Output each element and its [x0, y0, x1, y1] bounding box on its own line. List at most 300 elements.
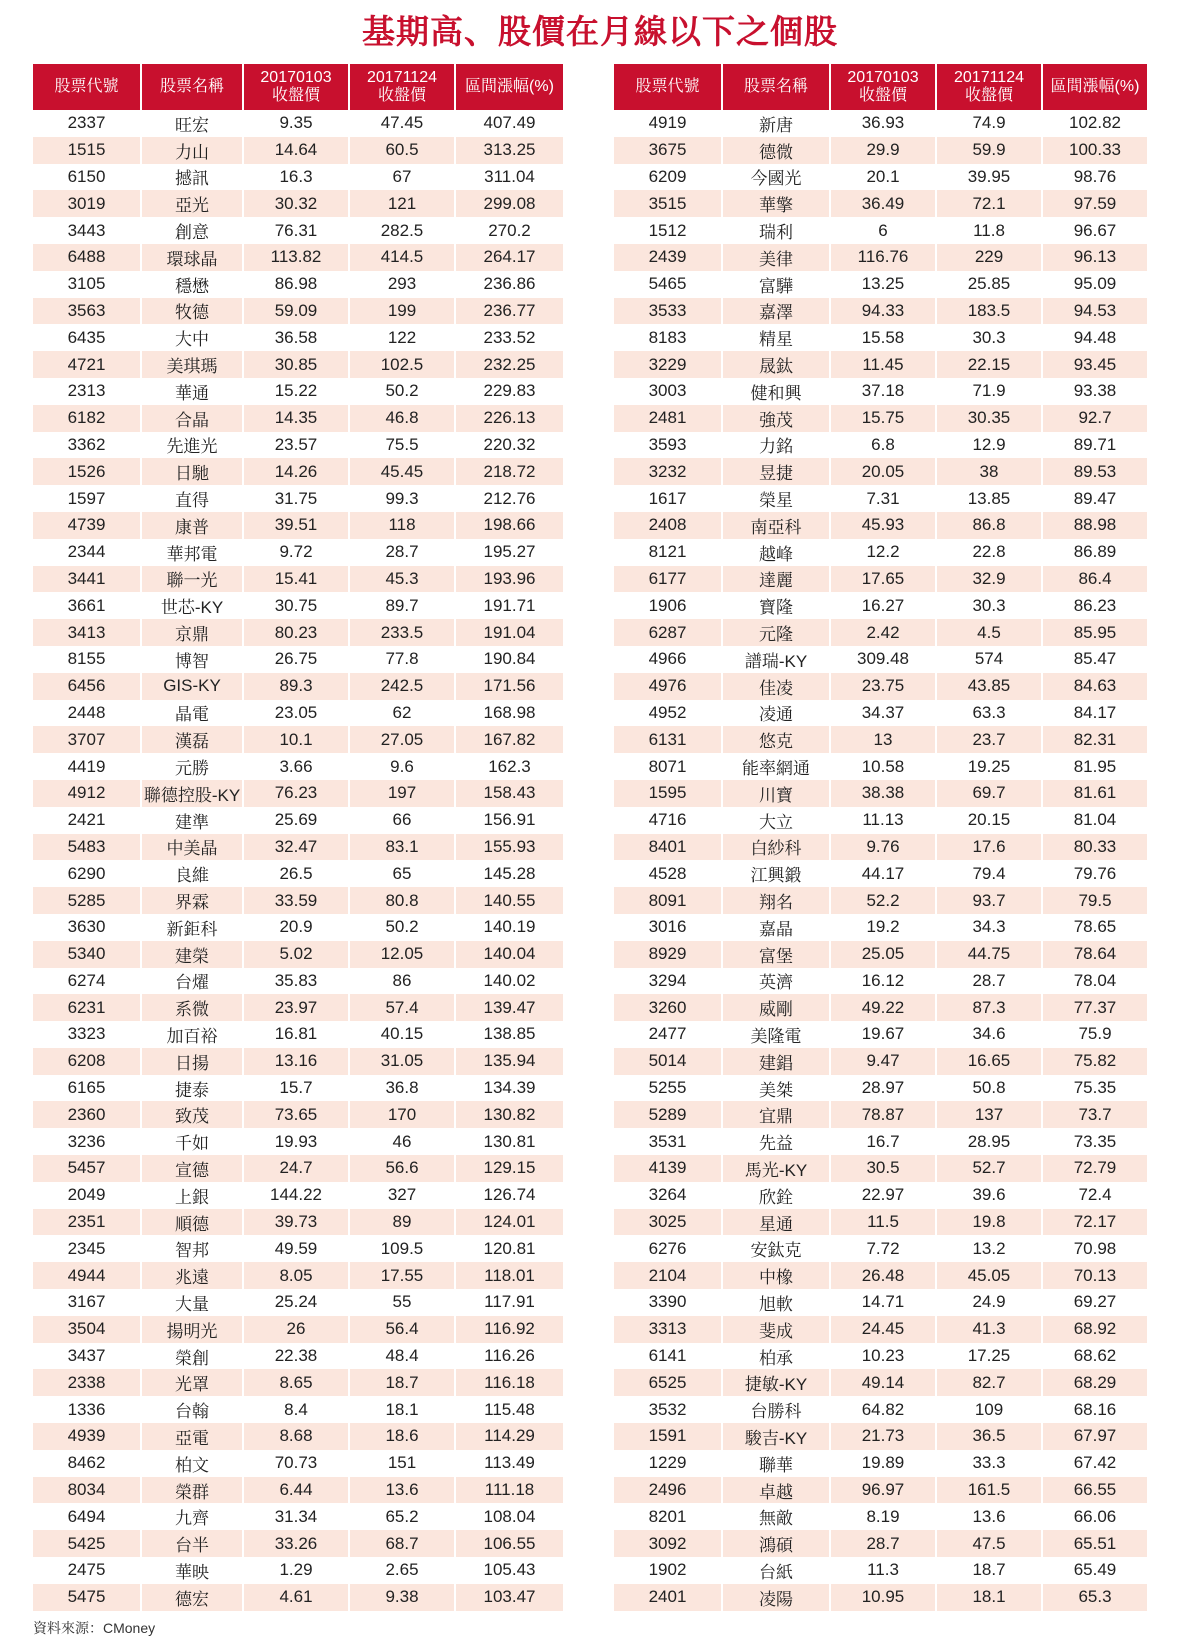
- stock-code-cell: 8071: [614, 753, 722, 780]
- table-row: [614, 619, 1147, 646]
- header-name: 股票名稱: [722, 64, 830, 110]
- price-20171124-cell: 9.6: [349, 753, 455, 780]
- stock-code-cell: 3260: [614, 994, 722, 1021]
- stock-name-cell: 無敵: [722, 1503, 830, 1530]
- price-20170103-cell: 36.49: [830, 190, 936, 217]
- table-row: [614, 137, 1147, 164]
- price-20171124-cell: 161.5: [936, 1477, 1042, 1504]
- stock-name-cell: 世芯-KY: [141, 592, 243, 619]
- change-pct-cell: 108.04: [455, 1503, 563, 1530]
- price-20171124-cell: 28.95: [936, 1128, 1042, 1155]
- price-20170103-cell: 14.35: [243, 405, 349, 432]
- header-code: 股票代號: [33, 64, 141, 110]
- change-pct-cell: 68.92: [1042, 1316, 1147, 1343]
- stock-name-cell: 大量: [141, 1289, 243, 1316]
- price-20171124-cell: 24.9: [936, 1289, 1042, 1316]
- stock-code-cell: 8401: [614, 834, 722, 861]
- table-row: [33, 1235, 563, 1262]
- price-20170103-cell: 9.35: [243, 110, 349, 137]
- change-pct-cell: 139.47: [455, 994, 563, 1021]
- stock-code-cell: 3025: [614, 1209, 722, 1236]
- price-20171124-cell: 77.8: [349, 646, 455, 673]
- price-20171124-cell: 68.7: [349, 1530, 455, 1557]
- stock-code-cell: 6150: [33, 164, 141, 191]
- stock-code-cell: 5289: [614, 1101, 722, 1128]
- stock-name-cell: 富驊: [722, 271, 830, 298]
- table-body-left: [33, 110, 563, 1611]
- stock-name-cell: 穩懋: [141, 271, 243, 298]
- price-20170103-cell: 16.12: [830, 968, 936, 995]
- table-row: [614, 1048, 1147, 1075]
- change-pct-cell: 190.84: [455, 646, 563, 673]
- price-20171124-cell: 183.5: [936, 298, 1042, 325]
- price-20170103-cell: 8.05: [243, 1262, 349, 1289]
- stock-code-cell: 3563: [33, 298, 141, 325]
- stock-name-cell: 能率網通: [722, 753, 830, 780]
- stock-code-cell: 5255: [614, 1075, 722, 1102]
- stock-code-cell: 2360: [33, 1101, 141, 1128]
- stock-code-cell: 4919: [614, 110, 722, 137]
- stock-name-cell: 新唐: [722, 110, 830, 137]
- stock-name-cell: 中橡: [722, 1262, 830, 1289]
- price-20170103-cell: 10.1: [243, 726, 349, 753]
- stock-code-cell: 4716: [614, 807, 722, 834]
- table-row: [614, 566, 1147, 593]
- table-row: [33, 1101, 563, 1128]
- change-pct-cell: 118.01: [455, 1262, 563, 1289]
- change-pct-cell: 299.08: [455, 190, 563, 217]
- stock-code-cell: 1512: [614, 217, 722, 244]
- price-20170103-cell: 1.29: [243, 1557, 349, 1584]
- stock-code-cell: 6141: [614, 1343, 722, 1370]
- change-pct-cell: 116.26: [455, 1343, 563, 1370]
- table-row: [614, 673, 1147, 700]
- price-20171124-cell: 33.3: [936, 1450, 1042, 1477]
- stock-name-cell: 聯德控股-KY: [141, 780, 243, 807]
- price-20170103-cell: 36.93: [830, 110, 936, 137]
- change-pct-cell: 75.9: [1042, 1021, 1147, 1048]
- stock-name-cell: 美律: [722, 244, 830, 271]
- price-20170103-cell: 59.09: [243, 298, 349, 325]
- stock-code-cell: 2401: [614, 1584, 722, 1611]
- price-20170103-cell: 13.25: [830, 271, 936, 298]
- stock-code-cell: 1526: [33, 458, 141, 485]
- stock-name-cell: 牧德: [141, 298, 243, 325]
- stock-code-cell: 6287: [614, 619, 722, 646]
- price-20170103-cell: 11.3: [830, 1557, 936, 1584]
- change-pct-cell: 156.91: [455, 807, 563, 834]
- change-pct-cell: 116.18: [455, 1369, 563, 1396]
- stock-name-cell: 華擎: [722, 190, 830, 217]
- table-row: [33, 432, 563, 459]
- change-pct-cell: 171.56: [455, 673, 563, 700]
- change-pct-cell: 220.32: [455, 432, 563, 459]
- stock-name-cell: 南亞科: [722, 512, 830, 539]
- stock-code-cell: 6488: [33, 244, 141, 271]
- stock-name-cell: 大中: [141, 324, 243, 351]
- stock-code-cell: 2337: [33, 110, 141, 137]
- price-20171124-cell: 13.6: [936, 1503, 1042, 1530]
- change-pct-cell: 66.55: [1042, 1477, 1147, 1504]
- change-pct-cell: 212.76: [455, 485, 563, 512]
- table-row: [33, 914, 563, 941]
- stock-name-cell: 華通: [141, 378, 243, 405]
- price-20171124-cell: 48.4: [349, 1343, 455, 1370]
- table-row: [33, 298, 563, 325]
- table-row: [33, 619, 563, 646]
- stock-name-cell: 九齊: [141, 1503, 243, 1530]
- change-pct-cell: 86.4: [1042, 566, 1147, 593]
- price-20171124-cell: 45.3: [349, 566, 455, 593]
- price-20170103-cell: 5.02: [243, 941, 349, 968]
- price-20171124-cell: 574: [936, 646, 1042, 673]
- stock-code-cell: 5483: [33, 834, 141, 861]
- change-pct-cell: 168.98: [455, 700, 563, 727]
- price-20170103-cell: 36.58: [243, 324, 349, 351]
- change-pct-cell: 81.04: [1042, 807, 1147, 834]
- price-20170103-cell: 2.42: [830, 619, 936, 646]
- price-20170103-cell: 32.47: [243, 834, 349, 861]
- price-20171124-cell: 293: [349, 271, 455, 298]
- stock-name-cell: 日揚: [141, 1048, 243, 1075]
- table-row: [33, 324, 563, 351]
- price-20170103-cell: 37.18: [830, 378, 936, 405]
- price-20170103-cell: 10.58: [830, 753, 936, 780]
- table-row: [614, 1262, 1147, 1289]
- table-row: [33, 1021, 563, 1048]
- stock-name-cell: 嘉晶: [722, 914, 830, 941]
- change-pct-cell: 140.02: [455, 968, 563, 995]
- change-pct-cell: 191.04: [455, 619, 563, 646]
- price-20171124-cell: 57.4: [349, 994, 455, 1021]
- price-20170103-cell: 39.51: [243, 512, 349, 539]
- price-20171124-cell: 66: [349, 807, 455, 834]
- table-row: [33, 700, 563, 727]
- price-20171124-cell: 34.3: [936, 914, 1042, 941]
- change-pct-cell: 84.17: [1042, 700, 1147, 727]
- change-pct-cell: 79.76: [1042, 860, 1147, 887]
- change-pct-cell: 89.47: [1042, 485, 1147, 512]
- price-20170103-cell: 24.7: [243, 1155, 349, 1182]
- change-pct-cell: 85.95: [1042, 619, 1147, 646]
- price-20171124-cell: 16.65: [936, 1048, 1042, 1075]
- stock-code-cell: 4739: [33, 512, 141, 539]
- stock-code-cell: 3531: [614, 1128, 722, 1155]
- change-pct-cell: 77.37: [1042, 994, 1147, 1021]
- price-20170103-cell: 30.5: [830, 1155, 936, 1182]
- stock-name-cell: 良維: [141, 860, 243, 887]
- stock-code-cell: 6209: [614, 164, 722, 191]
- stock-name-cell: 斐成: [722, 1316, 830, 1343]
- price-20170103-cell: 3.66: [243, 753, 349, 780]
- price-20171124-cell: 38: [936, 458, 1042, 485]
- stock-name-cell: 建錩: [722, 1048, 830, 1075]
- stock-name-cell: 凌陽: [722, 1584, 830, 1611]
- price-20170103-cell: 38.38: [830, 780, 936, 807]
- stock-name-cell: 白紗科: [722, 834, 830, 861]
- stock-table-right: [614, 64, 1147, 1611]
- change-pct-cell: 79.5: [1042, 887, 1147, 914]
- change-pct-cell: 138.85: [455, 1021, 563, 1048]
- header-price-20170103: 20170103 收盤價: [830, 64, 936, 110]
- stock-name-cell: 聯華: [722, 1450, 830, 1477]
- change-pct-cell: 236.86: [455, 271, 563, 298]
- stock-code-cell: 5465: [614, 271, 722, 298]
- price-20170103-cell: 96.97: [830, 1477, 936, 1504]
- stock-code-cell: 8183: [614, 324, 722, 351]
- stock-name-cell: 美隆電: [722, 1021, 830, 1048]
- change-pct-cell: 140.04: [455, 941, 563, 968]
- price-20171124-cell: 118: [349, 512, 455, 539]
- price-20170103-cell: 86.98: [243, 271, 349, 298]
- price-20170103-cell: 20.05: [830, 458, 936, 485]
- change-pct-cell: 236.77: [455, 298, 563, 325]
- price-20171124-cell: 89: [349, 1209, 455, 1236]
- table-row: [33, 539, 563, 566]
- stock-name-cell: 台勝科: [722, 1396, 830, 1423]
- stock-name-cell: GIS-KY: [141, 673, 243, 700]
- table-row: [33, 1423, 563, 1450]
- stock-name-cell: 寶隆: [722, 592, 830, 619]
- stock-code-cell: 6177: [614, 566, 722, 593]
- stock-name-cell: 譜瑞-KY: [722, 646, 830, 673]
- stock-code-cell: 3533: [614, 298, 722, 325]
- stock-name-cell: 智邦: [141, 1235, 243, 1262]
- table-row: [33, 1182, 563, 1209]
- change-pct-cell: 116.92: [455, 1316, 563, 1343]
- stock-name-cell: 富堡: [722, 941, 830, 968]
- table-row: [33, 1155, 563, 1182]
- stock-name-cell: 漢磊: [141, 726, 243, 753]
- table-row: [614, 217, 1147, 244]
- table-row: [33, 405, 563, 432]
- table-row: [33, 190, 563, 217]
- price-20171124-cell: 12.05: [349, 941, 455, 968]
- table-row: [33, 592, 563, 619]
- price-20171124-cell: 74.9: [936, 110, 1042, 137]
- stock-name-cell: 建榮: [141, 941, 243, 968]
- table-row: [614, 458, 1147, 485]
- price-20170103-cell: 64.82: [830, 1396, 936, 1423]
- change-pct-cell: 72.17: [1042, 1209, 1147, 1236]
- stock-name-cell: 美桀: [722, 1075, 830, 1102]
- stock-name-cell: 大立: [722, 807, 830, 834]
- price-20171124-cell: 23.7: [936, 726, 1042, 753]
- price-20170103-cell: 26: [243, 1316, 349, 1343]
- change-pct-cell: 89.71: [1042, 432, 1147, 459]
- price-20171124-cell: 40.15: [349, 1021, 455, 1048]
- price-20170103-cell: 16.7: [830, 1128, 936, 1155]
- stock-name-cell: 力山: [141, 137, 243, 164]
- change-pct-cell: 130.81: [455, 1128, 563, 1155]
- price-20171124-cell: 25.85: [936, 271, 1042, 298]
- change-pct-cell: 75.82: [1042, 1048, 1147, 1075]
- stock-name-cell: 鴻碩: [722, 1530, 830, 1557]
- change-pct-cell: 124.01: [455, 1209, 563, 1236]
- stock-code-cell: 4912: [33, 780, 141, 807]
- price-20171124-cell: 43.85: [936, 673, 1042, 700]
- price-20170103-cell: 35.83: [243, 968, 349, 995]
- header-price-20171124: 20171124 收盤價: [936, 64, 1042, 110]
- stock-name-cell: 精星: [722, 324, 830, 351]
- change-pct-cell: 98.76: [1042, 164, 1147, 191]
- stock-code-cell: 6274: [33, 968, 141, 995]
- price-20170103-cell: 8.4: [243, 1396, 349, 1423]
- stock-name-cell: 晶電: [141, 700, 243, 727]
- stock-code-cell: 2475: [33, 1557, 141, 1584]
- stock-code-cell: 1336: [33, 1396, 141, 1423]
- stock-code-cell: 2351: [33, 1209, 141, 1236]
- stock-name-cell: 旺宏: [141, 110, 243, 137]
- stock-code-cell: 4939: [33, 1423, 141, 1450]
- stock-code-cell: 3016: [614, 914, 722, 941]
- change-pct-cell: 94.53: [1042, 298, 1147, 325]
- stock-name-cell: 台翰: [141, 1396, 243, 1423]
- price-20171124-cell: 22.15: [936, 351, 1042, 378]
- table-row: [614, 190, 1147, 217]
- stock-table-left: [33, 64, 563, 1611]
- stock-code-cell: 2421: [33, 807, 141, 834]
- price-20171124-cell: 22.8: [936, 539, 1042, 566]
- price-20170103-cell: 309.48: [830, 646, 936, 673]
- change-pct-cell: 233.52: [455, 324, 563, 351]
- stock-code-cell: 2345: [33, 1235, 141, 1262]
- price-20171124-cell: 50.2: [349, 378, 455, 405]
- table-row: [614, 512, 1147, 539]
- table-row: [614, 700, 1147, 727]
- stock-name-cell: 宣德: [141, 1155, 243, 1182]
- stock-name-cell: 台半: [141, 1530, 243, 1557]
- change-pct-cell: 115.48: [455, 1396, 563, 1423]
- price-20171124-cell: 60.5: [349, 137, 455, 164]
- price-20170103-cell: 15.58: [830, 324, 936, 351]
- header-price-20170103: 20170103 收盤價: [243, 64, 349, 110]
- table-row: [33, 1450, 563, 1477]
- table-row: [33, 834, 563, 861]
- price-20171124-cell: 109: [936, 1396, 1042, 1423]
- price-20170103-cell: 11.45: [830, 351, 936, 378]
- change-pct-cell: 105.43: [455, 1557, 563, 1584]
- stock-name-cell: 元勝: [141, 753, 243, 780]
- stock-name-cell: 榮群: [141, 1477, 243, 1504]
- stock-code-cell: 3264: [614, 1182, 722, 1209]
- change-pct-cell: 218.72: [455, 458, 563, 485]
- stock-code-cell: 1902: [614, 1557, 722, 1584]
- price-20170103-cell: 12.2: [830, 539, 936, 566]
- price-20171124-cell: 18.7: [349, 1369, 455, 1396]
- stock-name-cell: 華映: [141, 1557, 243, 1584]
- change-pct-cell: 95.09: [1042, 271, 1147, 298]
- change-pct-cell: 100.33: [1042, 137, 1147, 164]
- price-20170103-cell: 31.34: [243, 1503, 349, 1530]
- source-note: 資料來源：CMoney: [33, 1620, 156, 1636]
- change-pct-cell: 97.59: [1042, 190, 1147, 217]
- stock-code-cell: 2344: [33, 539, 141, 566]
- price-20170103-cell: 14.64: [243, 137, 349, 164]
- price-20170103-cell: 6: [830, 217, 936, 244]
- price-20170103-cell: 28.7: [830, 1530, 936, 1557]
- table-row: [33, 217, 563, 244]
- table-body-right: [614, 110, 1147, 1611]
- price-20171124-cell: 151: [349, 1450, 455, 1477]
- price-20170103-cell: 24.45: [830, 1316, 936, 1343]
- change-pct-cell: 264.17: [455, 244, 563, 271]
- table-row: [614, 1235, 1147, 1262]
- stock-name-cell: 江興鍛: [722, 860, 830, 887]
- stock-name-cell: 中美晶: [141, 834, 243, 861]
- stock-code-cell: 2477: [614, 1021, 722, 1048]
- stock-code-cell: 8155: [33, 646, 141, 673]
- price-20170103-cell: 52.2: [830, 887, 936, 914]
- stock-name-cell: 加百裕: [141, 1021, 243, 1048]
- price-20171124-cell: 79.4: [936, 860, 1042, 887]
- stock-code-cell: 3675: [614, 137, 722, 164]
- stock-name-cell: 環球晶: [141, 244, 243, 271]
- stock-name-cell: 合晶: [141, 405, 243, 432]
- table-row: [33, 1316, 563, 1343]
- table-header-row: [33, 64, 563, 110]
- change-pct-cell: 135.94: [455, 1048, 563, 1075]
- stock-code-cell: 3413: [33, 619, 141, 646]
- table-row: [33, 1557, 563, 1584]
- price-20171124-cell: 229: [936, 244, 1042, 271]
- table-row: [33, 968, 563, 995]
- stock-name-cell: 昱捷: [722, 458, 830, 485]
- change-pct-cell: 106.55: [455, 1530, 563, 1557]
- table-row: [33, 753, 563, 780]
- price-20170103-cell: 8.65: [243, 1369, 349, 1396]
- change-pct-cell: 81.95: [1042, 753, 1147, 780]
- stock-code-cell: 1597: [33, 485, 141, 512]
- price-20171124-cell: 30.3: [936, 592, 1042, 619]
- table-row: [614, 1075, 1147, 1102]
- change-pct-cell: 66.06: [1042, 1503, 1147, 1530]
- stock-code-cell: 2049: [33, 1182, 141, 1209]
- table-row: [614, 1530, 1147, 1557]
- price-20170103-cell: 44.17: [830, 860, 936, 887]
- price-20171124-cell: 122: [349, 324, 455, 351]
- table-row: [614, 1155, 1147, 1182]
- stock-name-cell: 系微: [141, 994, 243, 1021]
- stock-code-cell: 3362: [33, 432, 141, 459]
- stock-name-cell: 元隆: [722, 619, 830, 646]
- price-20171124-cell: 18.6: [349, 1423, 455, 1450]
- table-row: [614, 834, 1147, 861]
- table-row: [33, 1128, 563, 1155]
- price-20170103-cell: 45.93: [830, 512, 936, 539]
- price-20170103-cell: 8.19: [830, 1503, 936, 1530]
- price-20170103-cell: 11.13: [830, 807, 936, 834]
- stock-name-cell: 美琪瑪: [141, 351, 243, 378]
- price-20171124-cell: 99.3: [349, 485, 455, 512]
- stock-code-cell: 1515: [33, 137, 141, 164]
- stock-code-cell: 3105: [33, 271, 141, 298]
- change-pct-cell: 311.04: [455, 164, 563, 191]
- price-20171124-cell: 86.8: [936, 512, 1042, 539]
- table-row: [33, 1477, 563, 1504]
- stock-name-cell: 越峰: [722, 539, 830, 566]
- stock-name-cell: 捷敏-KY: [722, 1369, 830, 1396]
- change-pct-cell: 162.3: [455, 753, 563, 780]
- stock-code-cell: 5340: [33, 941, 141, 968]
- stock-code-cell: 3630: [33, 914, 141, 941]
- price-20170103-cell: 78.87: [830, 1101, 936, 1128]
- stock-name-cell: 台紙: [722, 1557, 830, 1584]
- change-pct-cell: 69.27: [1042, 1289, 1147, 1316]
- table-row: [614, 1423, 1147, 1450]
- table-row: [33, 1530, 563, 1557]
- price-20170103-cell: 28.97: [830, 1075, 936, 1102]
